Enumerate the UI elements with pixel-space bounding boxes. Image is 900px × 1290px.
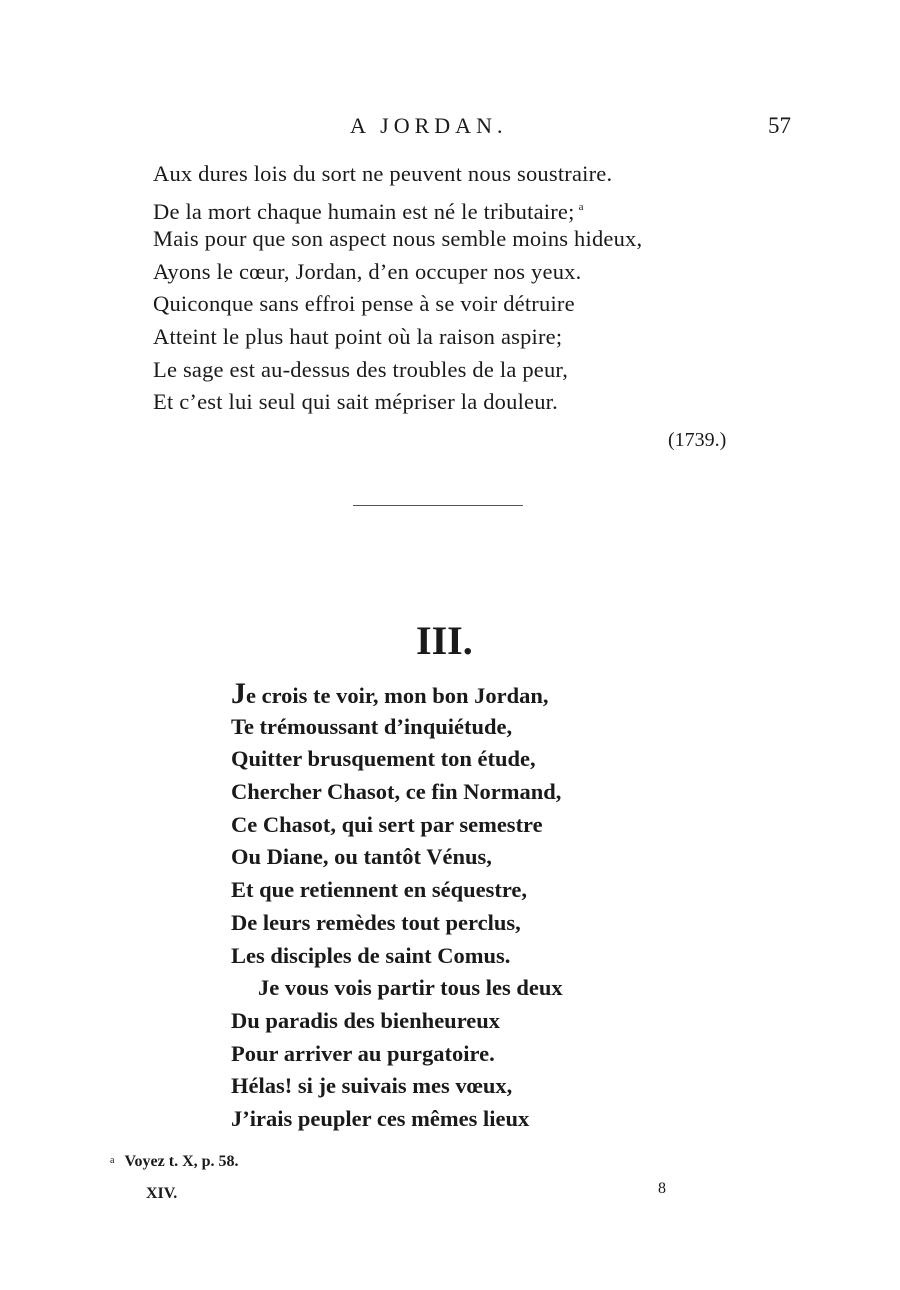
verse-line: Atteint le plus haut point où la raison aspire; xyxy=(153,323,563,349)
verse-line-text: De la mort chaque humain est né le tributaire; xyxy=(153,198,575,224)
verse-line: Pour arriver au purgatoire. xyxy=(231,1040,495,1066)
volume-signature: XIV. xyxy=(146,1185,178,1202)
poem-iii xyxy=(231,678,563,1136)
poem-continued xyxy=(153,158,642,419)
verse-line: Te trémoussant d’inquiétude, xyxy=(231,713,513,739)
section-divider xyxy=(353,505,523,506)
verse-line-text: e crois te voir, mon bon Jordan, xyxy=(246,683,549,708)
verse-line: J’irais peupler ces mêmes lieux xyxy=(231,1105,530,1131)
verse-line: Le sage est au-dessus des troubles de la peur, xyxy=(153,356,569,382)
verse-line: Mais pour que son aspect nous semble moins hideux, xyxy=(153,226,643,252)
running-title: A JORDAN. xyxy=(350,113,508,138)
verse-line: Ayons le cœur, Jordan, d’en occuper nos yeux. xyxy=(153,258,582,284)
verse-line: Ou Diane, ou tantôt Vénus, xyxy=(231,844,492,870)
footnote-mark: a xyxy=(110,1155,115,1166)
verse-line: Ce Chasot, qui sert par semestre xyxy=(231,811,543,837)
footnote-text: Voyez t. X, p. 58. xyxy=(124,1153,239,1170)
verse-line: Chercher Chasot, ce fin Normand, xyxy=(231,779,562,805)
page-number: 57 xyxy=(768,113,791,138)
verse-line: Quiconque sans effroi pense à se voir détruire xyxy=(153,291,575,317)
drop-cap: J xyxy=(231,677,246,710)
verse-line xyxy=(153,191,642,224)
verse-line xyxy=(231,678,563,711)
section-number: III. xyxy=(416,618,473,663)
verse-line: Et que retiennent en séquestre, xyxy=(231,877,528,903)
verse-line: Et c’est lui seul qui sait mépriser la douleur. xyxy=(153,389,558,415)
footnote xyxy=(110,1153,239,1171)
verse-line: Hélas! si je suivais mes vœux, xyxy=(231,1073,513,1099)
verse-line: Aux dures lois du sort ne peuvent nous soustraire. xyxy=(153,161,613,186)
verse-line: De leurs remèdes tout perclus, xyxy=(231,909,521,935)
poem-date: (1739.) xyxy=(668,429,727,451)
verse-line: Les disciples de saint Comus. xyxy=(231,942,511,968)
verse-line: Du paradis des bienheureux xyxy=(231,1007,501,1033)
verse-line: Quitter brusquement ton étude, xyxy=(231,746,536,772)
sheet-signature: 8 xyxy=(658,1180,666,1197)
footnote-reference: a xyxy=(578,200,584,213)
verse-line: Je vous vois partir tous les deux xyxy=(258,975,563,1001)
